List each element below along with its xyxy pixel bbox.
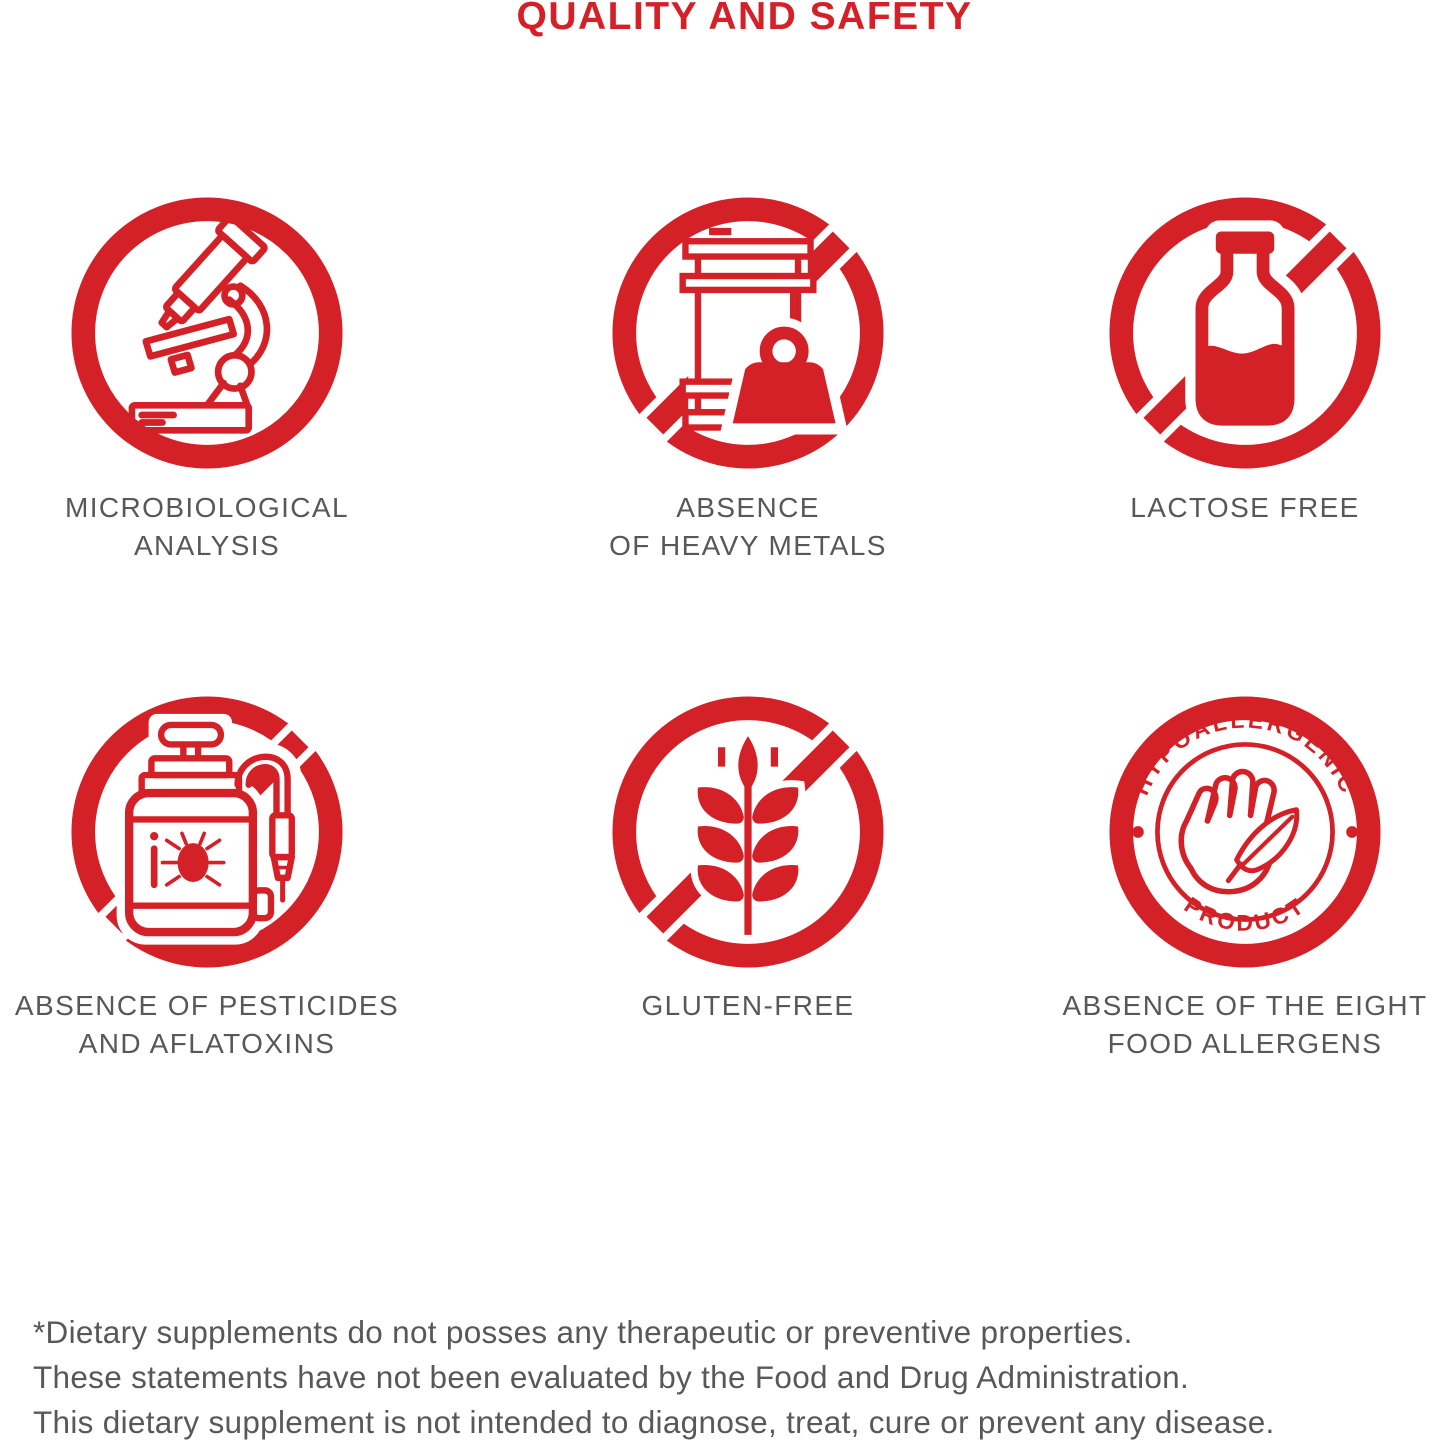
disclaimer-line: *Dietary supplements do not posses any therapeutic or preventive properties. xyxy=(33,1314,1133,1350)
prohibition-ring xyxy=(83,209,330,456)
microscope-icon xyxy=(68,194,346,472)
no-wheat-gluten-icon xyxy=(609,693,887,971)
wheat-art xyxy=(698,736,799,935)
badge-right-dot xyxy=(1346,826,1358,838)
badge-label-allergens xyxy=(965,987,1445,1063)
fda-disclaimer xyxy=(33,1310,1443,1445)
hypoallergenic-badge-icon xyxy=(1106,693,1384,971)
page-title: QUALITY AND SAFETY xyxy=(516,0,973,38)
hand-feather-icon xyxy=(1181,772,1296,892)
badge-arc-text-top: HYPOALLERGENIC xyxy=(1127,706,1363,799)
label-line: GLUTEN-FREE xyxy=(641,990,855,1021)
sprayer-art xyxy=(126,722,297,935)
disclaimer-line: These statements have not been evaluated by the Food and Drug Administration. xyxy=(33,1359,1190,1395)
microscope-art xyxy=(132,216,267,430)
badge-label-pesticides xyxy=(0,987,487,1063)
disclaimer-line: This dietary supplement is not intended to diagnose, treat, cure or prevent any disease. xyxy=(33,1404,1275,1440)
label-line: FOOD ALLERGENS xyxy=(1107,1028,1383,1059)
badge-label-microbiological xyxy=(0,489,487,565)
label-line: ABSENCE xyxy=(676,492,820,523)
badge-label-lactose-free xyxy=(965,489,1445,527)
label-line: LACTOSE FREE xyxy=(1130,492,1360,523)
no-milk-bottle-icon xyxy=(1106,194,1384,472)
badge-label-heavy-metals xyxy=(468,489,1028,565)
no-heavy-metals-icon xyxy=(609,194,887,472)
label-line: ABSENCE OF PESTICIDES xyxy=(14,990,400,1021)
milk-bottle-art xyxy=(1202,229,1288,419)
label-line: OF HEAVY METALS xyxy=(609,530,887,561)
label-line: AND AFLATOXINS xyxy=(78,1028,336,1059)
badge-label-gluten-free xyxy=(468,987,1028,1025)
no-pesticide-sprayer-icon xyxy=(68,693,346,971)
label-line: ABSENCE OF THE EIGHT xyxy=(1062,990,1428,1021)
badge-arc-text-bottom: PRODUCT xyxy=(1179,891,1311,936)
label-line: ANALYSIS xyxy=(133,530,281,561)
label-line: MICROBIOLOGICAL xyxy=(65,492,349,523)
badge-left-dot xyxy=(1132,826,1144,838)
